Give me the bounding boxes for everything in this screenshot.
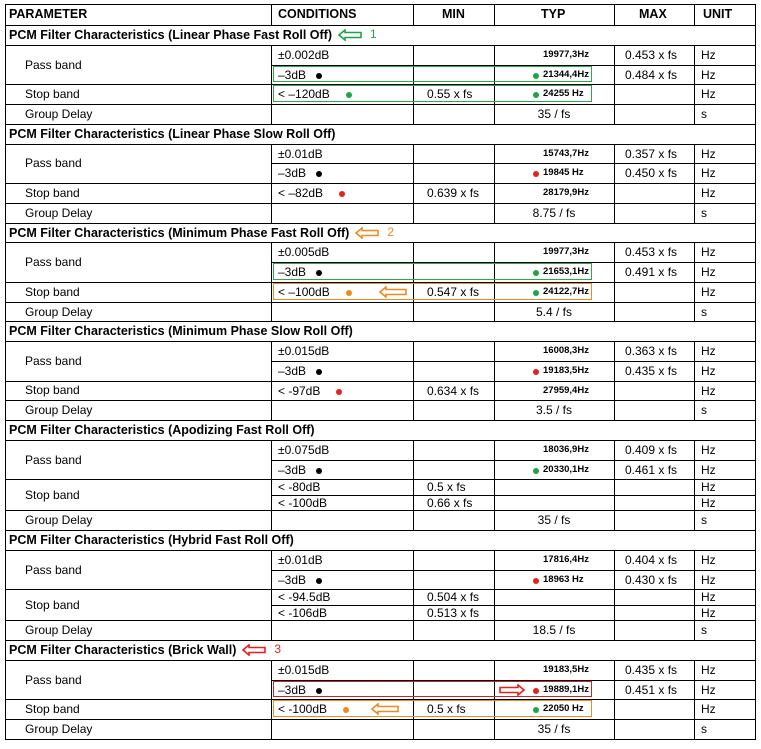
section-title: PCM Filter Characteristics (Linear Phase Fast Roll Off) — [9, 28, 332, 42]
row-divider — [271, 495, 756, 496]
col-divider — [494, 550, 495, 640]
param-pass-band: Pass band — [25, 57, 82, 72]
row-divider — [271, 605, 756, 606]
max-value: 0.409 x fs — [625, 442, 678, 457]
section-bottom-border — [5, 640, 756, 641]
min-value: 0.55 x fs — [427, 87, 473, 102]
unit-value: Hz — [701, 462, 716, 477]
row-divider — [5, 203, 756, 204]
typ-value: 21653,1Hz — [543, 266, 589, 277]
unit-value: s — [701, 205, 707, 220]
condition-value: < -94.5dB — [278, 590, 331, 605]
condition-value: < -100dB — [278, 495, 328, 510]
condition-value: ±0.01dB — [278, 146, 323, 161]
min-value: 0.5 x fs — [427, 702, 466, 717]
highlight-box-stopband — [273, 85, 592, 102]
condition-value: < -100dB — [278, 702, 328, 717]
annotation-number: 1 — [370, 27, 377, 41]
header-parameter: PARAMETER — [9, 7, 88, 21]
col-divider — [614, 550, 615, 640]
typ-value: 22050 Hz — [543, 703, 584, 715]
param-pass-band: Pass band — [25, 452, 82, 467]
row-divider — [5, 400, 756, 401]
typ-value: 27959,4Hz — [543, 384, 589, 396]
header-unit: UNIT — [703, 7, 733, 21]
section-title-divider — [5, 550, 756, 551]
condition-value: < -106dB — [278, 605, 328, 620]
header-min: MIN — [442, 7, 465, 21]
condition-value: ±0.01dB — [278, 552, 323, 567]
unit-value: Hz — [701, 47, 716, 62]
section-bottom-border — [5, 223, 756, 224]
red-marker-dot — [533, 369, 539, 375]
filter-spec-table — [5, 4, 756, 745]
row-divider — [5, 719, 756, 720]
section-title-divider — [5, 242, 756, 243]
black-marker-dot — [316, 171, 322, 177]
unit-value: s — [701, 107, 707, 121]
unit-value: s — [701, 722, 707, 736]
header-col-divider — [413, 4, 414, 25]
arrow-right-icon — [499, 684, 525, 696]
section-bottom-border — [5, 420, 756, 421]
header-conditions: CONDITIONS — [278, 7, 357, 21]
section-title-divider — [5, 660, 756, 661]
header-max: MAX — [639, 7, 667, 21]
min-value: 0.547 x fs — [427, 284, 480, 299]
param-stop-band: Stop band — [25, 702, 80, 717]
condition-value: ±0.075dB — [278, 442, 330, 457]
typ-value: 18.5 / fs — [532, 623, 576, 638]
max-value: 0.451 x fs — [625, 682, 678, 697]
max-value: 0.450 x fs — [625, 166, 678, 181]
section-bottom-border — [5, 739, 756, 740]
typ-value: 8.75 / fs — [532, 205, 576, 220]
param-group-delay: Group Delay — [25, 722, 93, 736]
typ-value: 24122,7Hz — [543, 285, 589, 297]
row-divider — [5, 104, 756, 105]
condition-value: < -97dB — [278, 383, 321, 398]
header-col-divider — [614, 4, 615, 25]
unit-value: Hz — [701, 87, 716, 102]
unit-value: Hz — [701, 480, 716, 495]
condition-value: –3dB — [278, 67, 307, 82]
unit-value: Hz — [701, 284, 716, 299]
condition-value: < –100dB — [278, 284, 330, 299]
param-pass-band: Pass band — [25, 156, 82, 171]
unit-value: Hz — [701, 186, 716, 200]
max-value: 0.404 x fs — [625, 552, 678, 567]
header-typ: TYP — [541, 7, 566, 21]
unit-value: s — [701, 623, 707, 638]
section-title-divider — [5, 440, 756, 441]
param-group-delay: Group Delay — [25, 403, 93, 418]
unit-value: Hz — [701, 166, 716, 181]
typ-value: 19889,1Hz — [543, 683, 589, 695]
typ-value: 19977,3Hz — [543, 48, 589, 60]
header-col-divider — [694, 4, 695, 25]
highlight-box-stopband — [273, 700, 592, 717]
black-marker-dot — [316, 468, 322, 474]
condition-value: ±0.002dB — [278, 47, 330, 62]
col-divider — [413, 440, 414, 530]
unit-value: Hz — [701, 146, 716, 161]
table-top-border — [5, 4, 756, 5]
section-title-divider — [5, 144, 756, 145]
row-divider — [5, 183, 756, 184]
annotation-number: 3 — [274, 642, 282, 656]
table-right-border — [755, 4, 756, 740]
red-marker-dot — [533, 578, 539, 584]
max-value: 0.461 x fs — [625, 462, 678, 477]
unit-value: Hz — [701, 590, 716, 605]
col-divider — [694, 550, 695, 640]
section-title-divider — [5, 45, 756, 46]
param-pass-band: Pass band — [25, 353, 82, 368]
max-value: 0.453 x fs — [625, 245, 678, 260]
unit-value: Hz — [701, 702, 716, 717]
row-divider — [5, 302, 756, 303]
param-group-delay: Group Delay — [25, 513, 93, 528]
typ-value: 35 / fs — [537, 513, 571, 528]
col-divider — [413, 550, 414, 640]
typ-value: 19183,5Hz — [543, 663, 589, 675]
typ-value: 15743,7Hz — [543, 147, 589, 159]
condition-value: –3dB — [278, 265, 307, 279]
black-marker-dot — [316, 578, 322, 584]
typ-value: 19977,3Hz — [543, 246, 589, 258]
unit-value: Hz — [701, 245, 716, 260]
highlight-box-minus3db — [273, 681, 592, 698]
section-title: PCM Filter Characteristics (Minimum Phase Slow Roll Off) — [9, 324, 353, 339]
section-title: PCM Filter Characteristics (Minimum Phase Fast Roll Off) — [9, 225, 350, 240]
typ-value: 24255 Hz — [543, 88, 584, 100]
condition-value: –3dB — [278, 462, 307, 477]
unit-value: Hz — [701, 495, 716, 510]
param-stop-band: Stop band — [25, 487, 80, 502]
typ-value: 20330,1Hz — [543, 463, 589, 475]
param-stop-band: Stop band — [25, 185, 80, 200]
param-pass-band: Pass band — [25, 255, 82, 269]
row-divider — [271, 163, 756, 164]
param-pass-band: Pass band — [25, 672, 82, 687]
unit-value: Hz — [701, 67, 716, 82]
typ-value: 18963 Hz — [543, 573, 584, 585]
typ-value: 19183,5Hz — [543, 364, 589, 376]
unit-value: Hz — [701, 662, 716, 677]
arrow-left-icon — [371, 703, 399, 715]
min-value: 0.513 x fs — [427, 605, 480, 620]
max-value: 0.453 x fs — [625, 47, 678, 62]
condition-value: < -80dB — [278, 480, 321, 495]
typ-value: 16008,3Hz — [543, 345, 589, 356]
param-pass-band: Pass band — [25, 562, 82, 577]
arrow-left-icon — [379, 286, 407, 298]
table-left-border — [5, 4, 6, 740]
section-title: PCM Filter Characteristics (Hybrid Fast Roll Off) — [9, 533, 294, 547]
row-divider — [271, 570, 756, 571]
unit-value: s — [701, 403, 707, 418]
red-marker-dot — [533, 171, 539, 177]
typ-value: 3.5 / fs — [535, 403, 573, 418]
annotation-arrow-icon — [242, 644, 266, 656]
row-divider — [5, 479, 756, 480]
section-bottom-border — [5, 321, 756, 322]
unit-value: Hz — [701, 682, 716, 697]
min-value: 0.639 x fs — [427, 186, 480, 200]
unit-value: Hz — [701, 265, 716, 279]
condition-value: –3dB — [278, 572, 307, 587]
header-bottom-border — [5, 25, 756, 26]
max-value: 0.435 x fs — [625, 363, 678, 378]
condition-value: < –82dB — [278, 186, 324, 200]
section-bottom-border — [5, 530, 756, 531]
typ-value: 28179,9Hz — [543, 187, 589, 198]
row-divider — [5, 510, 756, 511]
min-value: 0.66 x fs — [427, 495, 473, 510]
unit-value: s — [701, 513, 707, 528]
max-value: 0.430 x fs — [625, 572, 678, 587]
black-marker-dot — [316, 369, 322, 375]
section-title-divider — [5, 341, 756, 342]
unit-value: Hz — [701, 344, 716, 358]
col-divider — [494, 440, 495, 530]
green-marker-dot — [533, 468, 539, 474]
header-col-divider — [494, 4, 495, 25]
section-title: PCM Filter Characteristics (Apodizing Fast Roll Off) — [9, 423, 315, 437]
max-value: 0.484 x fs — [625, 67, 678, 82]
col-divider — [614, 440, 615, 530]
red-marker-dot — [339, 191, 345, 197]
section-title: PCM Filter Characteristics (Linear Phase Slow Roll Off) — [9, 126, 336, 141]
typ-value: 19845 Hz — [543, 167, 584, 179]
col-divider — [271, 440, 272, 530]
param-group-delay: Group Delay — [25, 623, 93, 638]
param-group-delay: Group Delay — [25, 304, 93, 319]
condition-value: < –120dB — [278, 87, 330, 102]
param-stop-band: Stop band — [25, 597, 80, 612]
unit-value: Hz — [701, 572, 716, 587]
red-marker-dot — [336, 389, 342, 395]
condition-value: ±0.015dB — [278, 344, 330, 358]
condition-value: –3dB — [278, 363, 307, 378]
min-value: 0.634 x fs — [427, 383, 480, 398]
section-title: PCM Filter Characteristics (Brick Wall) — [9, 643, 237, 657]
typ-value: 18036,9Hz — [543, 443, 589, 455]
highlight-box-stopband — [273, 283, 592, 300]
param-group-delay: Group Delay — [25, 205, 93, 220]
unit-value: s — [701, 304, 707, 319]
col-divider — [271, 550, 272, 640]
max-value: 0.435 x fs — [625, 662, 678, 677]
condition-value: –3dB — [278, 166, 307, 181]
condition-value: –3dB — [278, 682, 307, 697]
header-col-divider — [271, 4, 272, 25]
annotation-arrow-icon — [355, 227, 379, 239]
col-divider — [694, 440, 695, 530]
unit-value: Hz — [701, 383, 716, 398]
max-value: 0.491 x fs — [625, 265, 678, 279]
unit-value: Hz — [701, 363, 716, 378]
max-value: 0.357 x fs — [625, 146, 678, 161]
min-value: 0.5 x fs — [427, 480, 466, 495]
highlight-box-minus3db — [273, 263, 592, 280]
typ-value: 17816,4Hz — [543, 553, 589, 565]
row-divider — [5, 381, 756, 382]
unit-value: Hz — [701, 442, 716, 457]
param-stop-band: Stop band — [25, 284, 80, 299]
highlight-box-minus3db — [273, 66, 592, 83]
row-divider — [271, 460, 756, 461]
unit-value: Hz — [701, 605, 716, 620]
param-stop-band: Stop band — [25, 383, 80, 398]
max-value: 0.363 x fs — [625, 344, 678, 358]
min-value: 0.504 x fs — [427, 590, 480, 605]
unit-value: Hz — [701, 552, 716, 567]
typ-value: 21344,4Hz — [543, 68, 589, 80]
section-bottom-border — [5, 124, 756, 125]
condition-value: ±0.005dB — [278, 245, 330, 260]
typ-value: 35 / fs — [537, 107, 571, 121]
row-divider — [5, 589, 756, 590]
row-divider — [5, 620, 756, 621]
annotation-number: 2 — [387, 224, 395, 239]
condition-value: ±0.015dB — [278, 662, 330, 677]
param-stop-band: Stop band — [25, 87, 80, 102]
annotation-arrow-icon — [338, 29, 362, 41]
typ-value: 35 / fs — [537, 722, 571, 736]
param-group-delay: Group Delay — [25, 107, 93, 121]
row-divider — [271, 361, 756, 362]
typ-value: 5.4 / fs — [535, 304, 573, 319]
